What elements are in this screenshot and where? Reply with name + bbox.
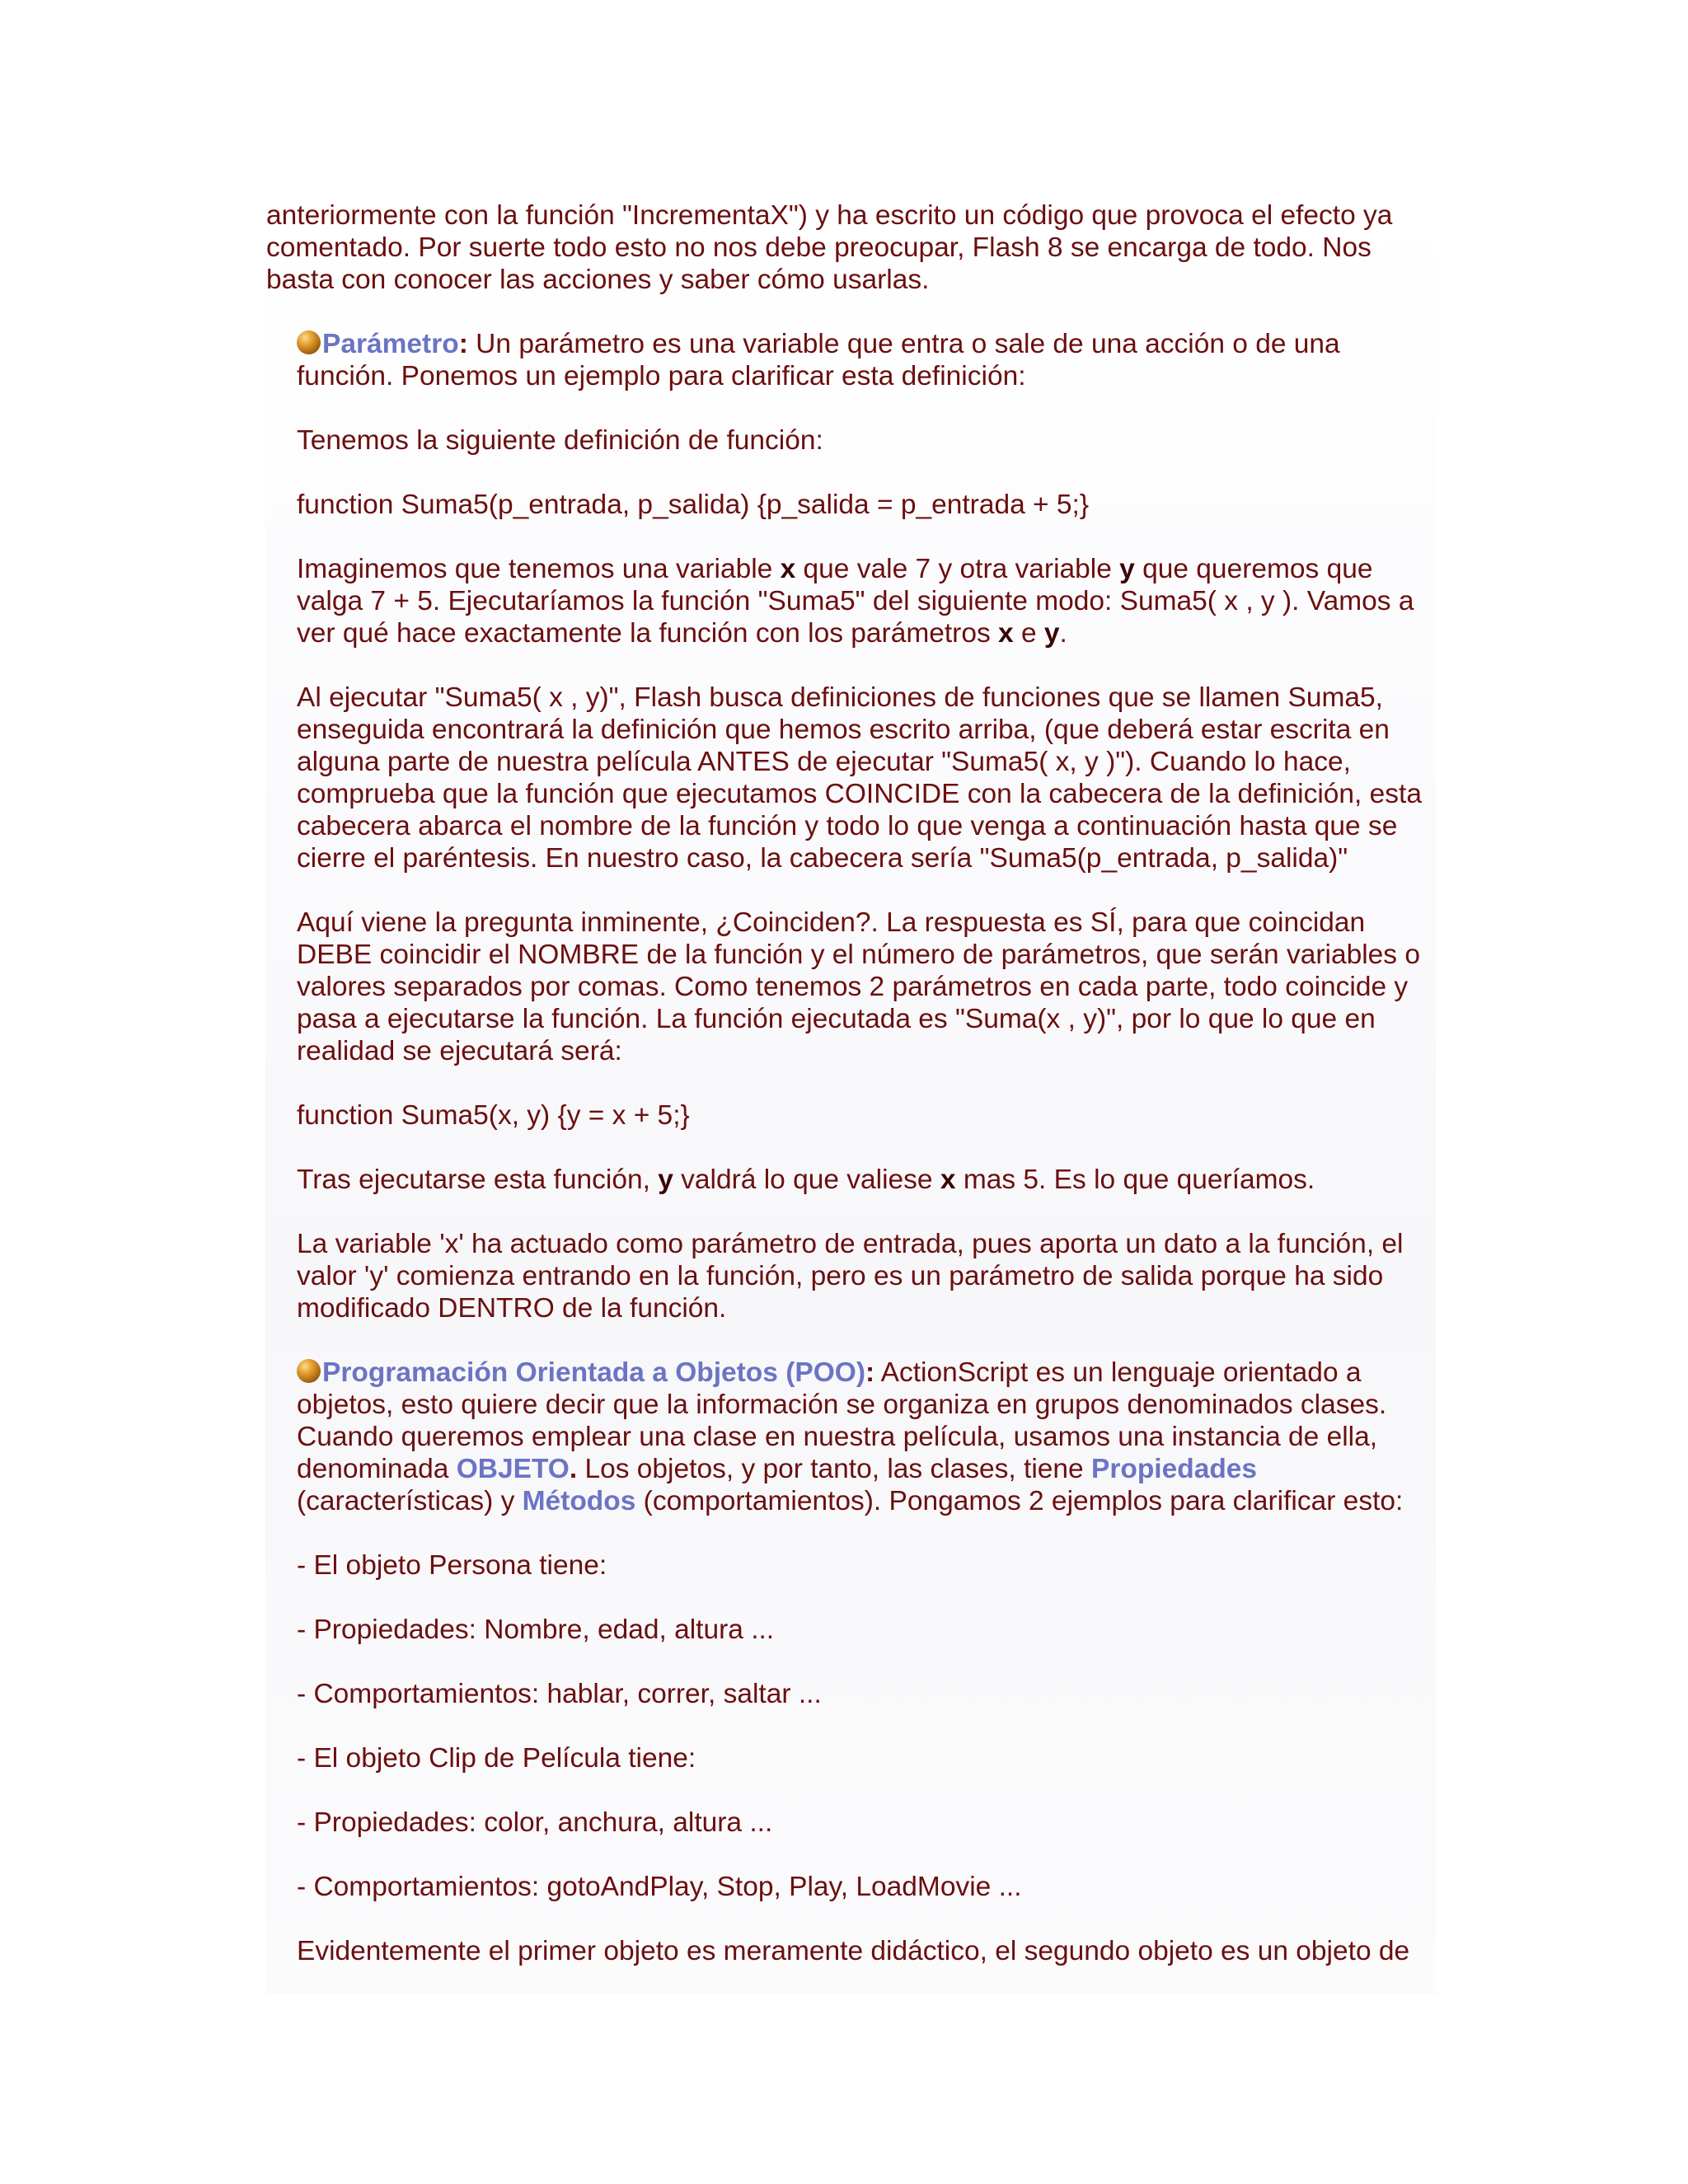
list-item: - Comportamientos: hablar, correr, saltar ... xyxy=(297,1679,822,1709)
document-body xyxy=(266,199,1437,1999)
paragraph-intro: anteriormente con la función "IncrementaX") y ha escrito un código que provoca el efecto ya comentado. Por suerte todo esto no nos debe preocupar, Flash 8 se encarga de todo. Nos basta con conocer las acciones y saber cómo usarlas. xyxy=(266,200,1393,295)
orange-ball-bullet-icon xyxy=(297,1359,321,1383)
paragraph-variable-x: La variable 'x' ha actuado como parámetro de entrada, pues aporta un dato a la función, el valor 'y' comienza entrando en la función, pero es un parámetro de salida porque ha sido modificado DENTRO de la función. xyxy=(297,1229,1404,1324)
list-item: - Propiedades: Nombre, edad, altura ... xyxy=(297,1615,775,1645)
list-item: - Propiedades: color, anchura, altura ... xyxy=(297,1807,773,1838)
list-item: - El objeto Persona tiene: xyxy=(297,1550,607,1581)
code-line-suma5-xy: function Suma5(x, y) {y = x + 5;} xyxy=(297,1100,690,1131)
variable-x: x xyxy=(998,618,1014,649)
keyword-objeto: OBJETO xyxy=(456,1454,570,1484)
paragraph-definition-intro: Tenemos la siguiente definición de función: xyxy=(297,425,823,456)
keyword-metodos: Métodos xyxy=(522,1486,636,1516)
section-parametro: Parámetro: Un parámetro es una variable que entra o sale de una acción o de una función. Ponemos un ejemplo para clarificar esta definición: xyxy=(297,329,1340,391)
section-poo: Programación Orientada a Objetos (POO): ActionScript es un lenguaje orientado a objetos, esto quiere decir que la información se organiza en grupos denominados clases. Cuando queremos emplear una clase en nuestra película, usamos una instancia de ella, denominada OBJETO. Los objetos, y por tanto, las clases, tiene Propiedades (características) y Métodos (comportamientos). Pongamos 2 ejemplos para clarificar esto: xyxy=(297,1357,1404,1516)
variable-y: y xyxy=(1043,618,1060,649)
code-line-suma5: function Suma5(p_entrada, p_salida) {p_salida = p_entrada + 5;} xyxy=(297,490,1090,520)
paragraph-evidentemente: Evidentemente el primer objeto es meramente didáctico, el segundo objeto es un objeto de xyxy=(297,1936,1410,1966)
variable-y: y xyxy=(1119,554,1135,584)
paragraph-tras-ejecutarse: Tras ejecutarse esta función, y valdrá lo que valiese x mas 5. Es lo que queríamos. xyxy=(297,1165,1315,1195)
list-item: - Comportamientos: gotoAndPlay, Stop, Play, LoadMovie ... xyxy=(297,1872,1022,1902)
paragraph-al-ejecutar: Al ejecutar "Suma5( x , y)", Flash busca definiciones de funciones que se llamen Suma5, enseguida encontrará la definición que hemos escrito arriba, (que deberá estar escrita en alguna parte de nuestra película ANTES de ejecutar "Suma5( x, y )"). Cuando lo hace, comprueba que la función que ejecutamos COINCIDE con la cabecera de la definición, esta cabecera abarca el nombre de la función y todo lo que venga a continuación hasta que se cierre el paréntesis. En nuestro caso, la cabecera sería "Suma5(p_entrada, p_salida)" xyxy=(297,682,1422,874)
keyword-propiedades: Propiedades xyxy=(1091,1454,1258,1484)
variable-y: y xyxy=(658,1165,673,1195)
term-poo: Programación Orientada a Objetos (POO) xyxy=(322,1357,865,1388)
list-item: - El objeto Clip de Película tiene: xyxy=(297,1743,696,1774)
paragraph-imaginemos: Imaginemos que tenemos una variable x que vale 7 y otra variable y que queremos que valga 7 + 5. Ejecutaríamos la función "Suma5" del siguiente modo: Suma5( x , y ). Vamos a ver qué hace exactamente la función con los parámetros x e y. xyxy=(297,554,1414,649)
term-parametro: Parámetro xyxy=(322,329,459,359)
orange-ball-bullet-icon xyxy=(297,330,321,354)
paragraph-coinciden: Aquí viene la pregunta inminente, ¿Coinciden?. La respuesta es SÍ, para que coincidan DEBE coincidir el NOMBRE de la función y el número de parámetros, que serán variables o valores separados por comas. Como tenemos 2 parámetros en cada parte, todo coincide y pasa a ejecutarse la función. La función ejecutada es "Suma(x , y)", por lo que lo que en realidad se ejecutará será: xyxy=(297,907,1420,1066)
variable-x: x xyxy=(940,1165,956,1195)
variable-x: x xyxy=(780,554,796,584)
